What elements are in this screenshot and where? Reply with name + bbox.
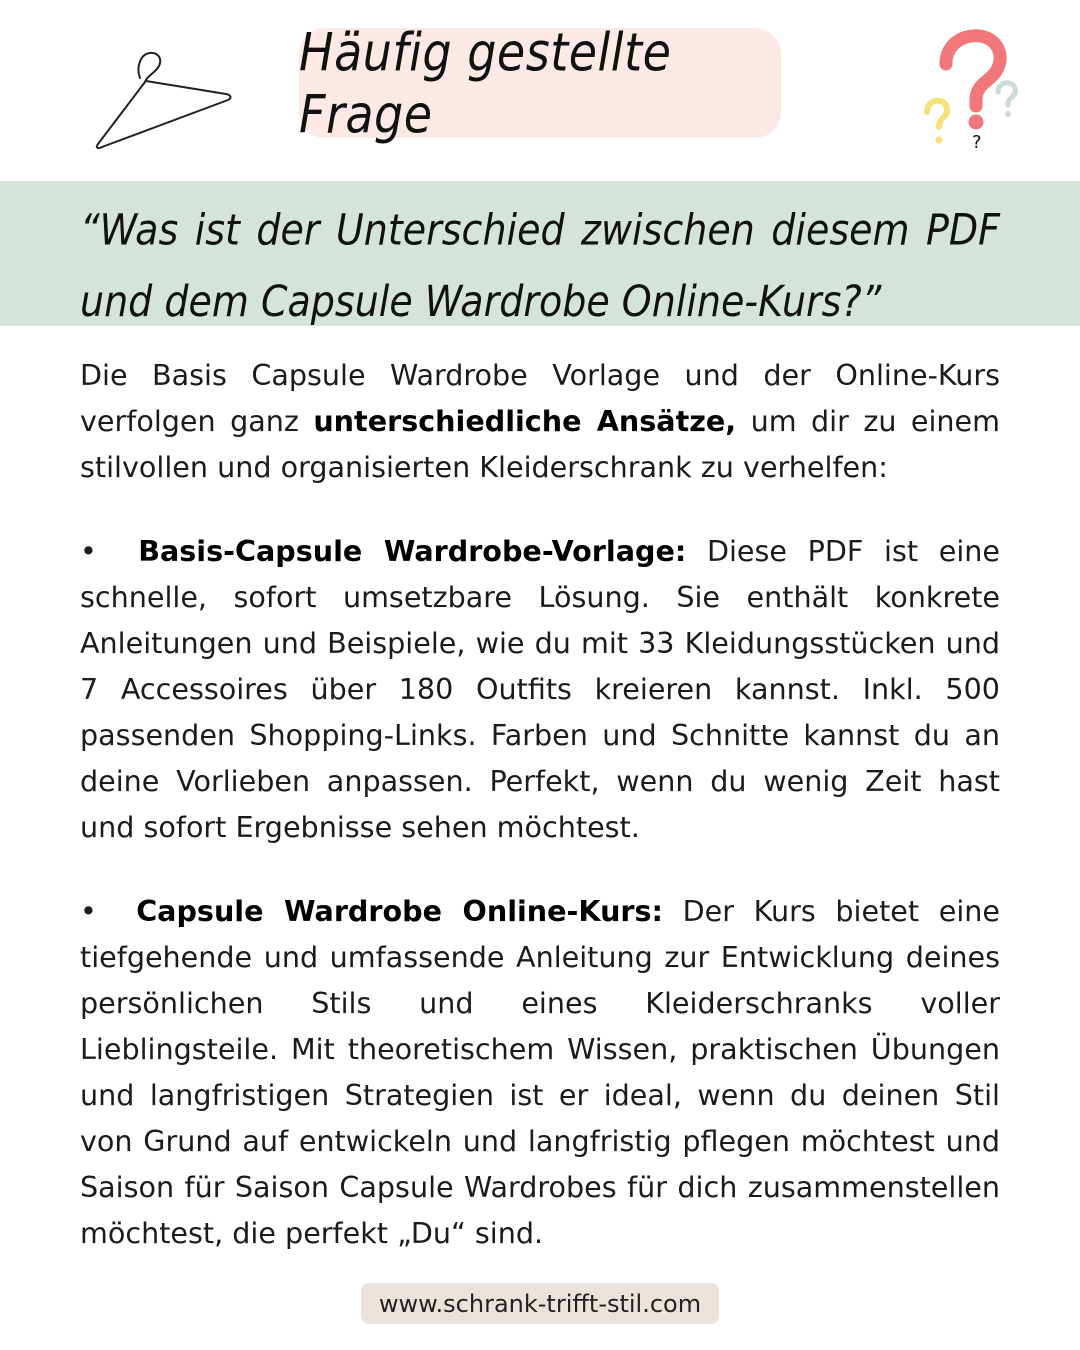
intro-post: um dir zu einem stilvollen und organisierten Kleiderschrank zu verhelfen:	[80, 404, 1000, 484]
page-title: Häufig gestellte Frage	[299, 20, 672, 146]
title-pill	[299, 20, 781, 146]
question-text: “Was ist der Unterschied zwischen diesem PDF und dem Capsule Wardrobe Online-Kurs?”	[80, 205, 1000, 327]
intro-paragraph	[80, 352, 1000, 490]
list-item-basis-vorlage	[80, 528, 1000, 850]
hanger-icon	[92, 48, 234, 152]
bullet: •	[80, 894, 97, 928]
item-title: Basis-Capsule Wardrobe-Vorlage:	[138, 534, 687, 568]
item-text: Der Kurs bietet eine tiefgehende und umfassende Anleitung zur Entwicklung deines persönlichen Stils und eines Kleiderschranks voller Lieblingsteile. Mit theoretischem Wissen, praktischen Übungen und langfristigen Strategien ist er ideal, wenn du deinen Stil von Grund auf entwickeln und langfristig pflegen möchtest und Saison für Saison Capsule Wardrobes für dich zusammenstellen möchtest, die perfekt „Du“ sind.	[80, 894, 1001, 1250]
small-question-mark: ?	[972, 132, 982, 153]
question-marks-icon	[918, 26, 1028, 156]
intro-pre: Die Basis Capsule Wardrobe Vorlage und der Online-Kurs verfolgen ganz	[80, 358, 1000, 438]
list-item-online-kurs	[80, 888, 1000, 1256]
item-text: Diese PDF ist eine schnelle, sofort umsetzbare Lösung. Sie enthält konkrete Anleitungen und Beispiele, wie du mit 33 Kleidungsstücken und 7 Accessoires über 180 Outfits kreieren kannst. Inkl. 500 passenden Shopping-Links. Farben und Schnitte kannst du an deine Vorlieben anpassen. Perfekt, wenn du wenig Zeit hast und sofort Ergebnisse sehen möchtest.	[80, 534, 1000, 844]
item-title: Capsule Wardrobe Online-Kurs:	[136, 894, 663, 928]
website-url: www.schrank-trifft-stil.com	[361, 1283, 719, 1324]
body-text	[80, 352, 1000, 1294]
intro-bold: unterschiedliche Ansätze,	[313, 404, 737, 438]
bullet: •	[80, 534, 97, 568]
